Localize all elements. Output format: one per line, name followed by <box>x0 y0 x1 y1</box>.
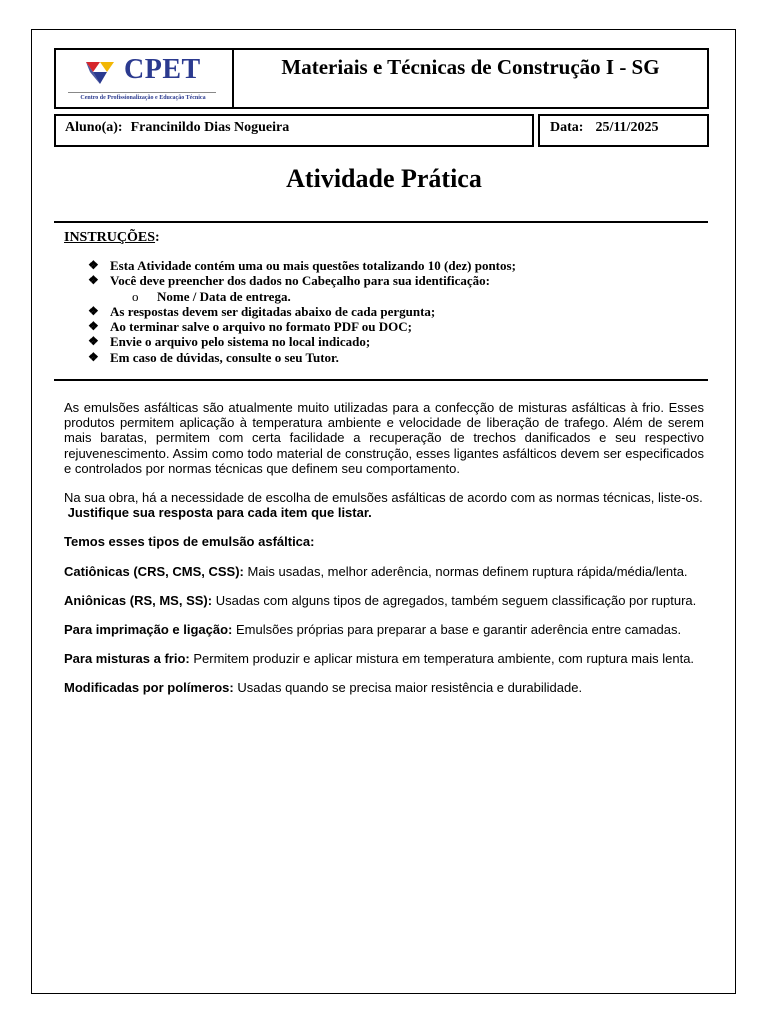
answer-item: Modificadas por polímeros: Usadas quando se precisa maior resistência e durabilidade. <box>64 680 583 696</box>
diamond-bullet-icon: ❖ <box>88 349 99 364</box>
date-label: Data: <box>550 119 584 135</box>
list-item: ❖ Esta Atividade contém uma ou mais questões totalizando 10 (dez) pontos; <box>88 258 516 273</box>
divider-bottom <box>54 379 708 381</box>
diamond-bullet-icon: ❖ <box>88 334 99 349</box>
sub-list-item: o Nome / Data de entrega. <box>132 288 291 304</box>
answer-item: Para misturas a frio: Permitem produzir e aplicar mistura em temperatura ambiente, com ruptura mais lenta. <box>64 651 695 667</box>
answer-item: Aniônicas (RS, MS, SS): Usadas com alguns tipos de agregados, também seguem classificação por ruptura. <box>64 592 697 608</box>
instructions-list <box>88 258 516 365</box>
diamond-bullet-icon: ❖ <box>88 273 99 288</box>
intro-paragraph: As emulsões asfálticas são atualmente muito utilizadas para a confecção de misturas asfálticas à frio. Esses produtos permitem aplicação à temperatura ambiente e velocidade de liberação de trafego. Além de serem mais baratas, permitem com certa facilidade a recuperação de trechos danificados e seu respectivo rejuvenescimento. Assim como todo material de construção, esses ligantes asfálticos devem ser especificados e controlados por normas técnicas que definem seu comportamento. <box>64 400 704 476</box>
diamond-bullet-icon: ❖ <box>88 258 99 272</box>
date-value: 25/11/2025 <box>595 119 659 135</box>
list-item: ❖ Ao terminar salve o arquivo no formato PDF ou DOC; <box>88 319 412 335</box>
divider-top <box>54 221 708 223</box>
date-field[interactable] <box>538 114 709 147</box>
question-paragraph: Na sua obra, há a necessidade de escolha de emulsões asfálticas de acordo com as normas técnicas, liste-os. Justifique sua resposta para cada item que listar. <box>64 490 703 521</box>
logo-cell <box>56 50 234 107</box>
logo-subtitle: Centro de Profissionalização e Educação Técnica <box>80 95 206 101</box>
logo-divider <box>68 92 216 93</box>
student-field[interactable] <box>54 114 534 147</box>
course-title: Materiais e Técnicas de Construção I - SG <box>281 55 660 79</box>
diamond-bullet-icon: ❖ <box>88 319 99 334</box>
circle-bullet-icon: o <box>132 288 139 304</box>
logo-text: CPET <box>124 54 201 85</box>
answer-body[interactable] <box>64 400 704 710</box>
course-title-cell <box>234 50 707 107</box>
list-item: ❖ Envie o arquivo pelo sistema no local indicado; <box>88 334 371 350</box>
list-item: ❖ As respostas devem ser digitadas abaixo de cada pergunta; <box>88 303 436 319</box>
student-label: Aluno(a): <box>65 119 123 135</box>
instructions-heading: INSTRUÇÕES: <box>64 230 160 245</box>
answer-item: Catiônicas (CRS, CMS, CSS): Mais usadas, melhor aderência, normas definem ruptura rápida/média/lenta. <box>64 563 688 579</box>
student-name: Francinildo Dias Nogueira <box>130 119 290 135</box>
answer-item: Para imprimação e ligação: Emulsões próprias para preparar a base e garantir aderência entre camadas. <box>64 622 682 638</box>
header-table <box>54 48 709 109</box>
diamond-bullet-icon: ❖ <box>88 303 99 318</box>
answer-heading: Temos esses tipos de emulsão asfáltica: <box>64 534 315 550</box>
cpet-logo-icon <box>82 58 118 86</box>
list-item: ❖ Em caso de dúvidas, consulte o seu Tutor. <box>88 349 339 365</box>
page-title: Atividade Prática <box>286 164 482 193</box>
list-item: ❖ Você deve preencher dos dados no Cabeçalho para sua identificação: <box>88 273 491 289</box>
